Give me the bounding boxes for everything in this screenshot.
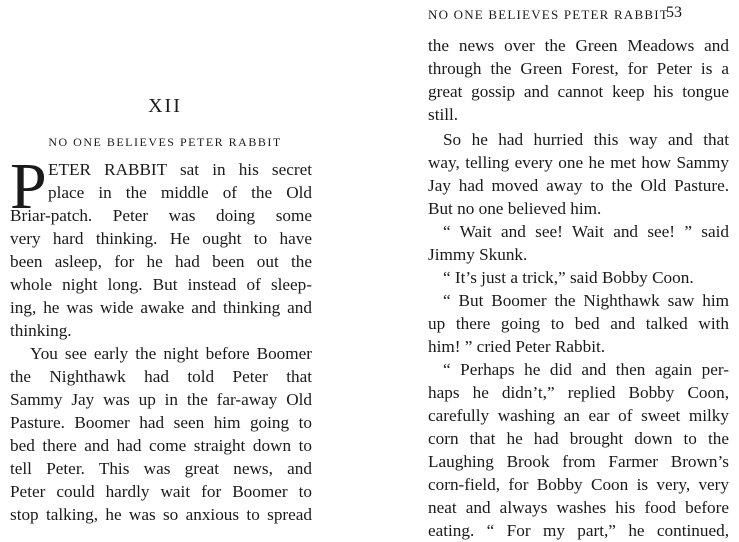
text-line: You see early the night before Boomer [30,344,312,363]
text-line: still. [428,105,459,124]
text-line: tell Peter. This was great news, and [10,459,312,478]
running-head: NO ONE BELIEVES PETER RABBIT [428,7,669,22]
text-line: whole night long. But instead of sleep- [10,275,312,294]
text-line: ETER RABBIT sat in his secret [48,160,312,179]
text-line: him! ” cried Peter Rabbit. [428,337,606,356]
text-line: been asleep, for he had been out the [10,252,312,271]
chapter-number: XII [148,95,182,117]
text-line: neat and always washes his food before [428,498,729,517]
text-line: stop talking, he was so anxious to spread [10,505,312,524]
text-line: ing, he was wide awake and thinking and [10,298,312,317]
text-line: corn-field, for Bobby Coon is very, very [428,475,729,494]
text-line: Jay had moved away to the Old Pasture. [428,176,729,195]
text-line: corn that he had brought down to the [428,429,729,448]
text-line: very hard thinking. He ought to have [10,229,312,248]
text-line: carefully washing an ear of sweet milky [428,406,729,425]
text-line: Pasture. Boomer had seen him going to [10,413,312,432]
text-line: Peter could hardly wait for Boomer to [10,482,312,501]
text-line: the news over the Green Meadows and [428,36,729,55]
text-line: through the Green Forest, for Peter is a [428,59,729,78]
text-line: way, telling every one he met how Sammy [428,153,729,172]
text-line: eating. “ For my part,” he continued, [428,521,729,540]
text-line: the Nighthawk had told Peter that [10,367,312,386]
text-line: thinking. [10,321,72,340]
text-line: So he had hurried this way and that [443,130,729,149]
text-line: “ But Boomer the Nighthawk saw him [443,291,729,310]
drop-cap: P [10,150,47,223]
text-line: haps he didn’t,” replied Bobby Coon, [428,383,729,402]
page-number: 53 [666,4,682,21]
text-line: up there going to bed and talked with [428,314,729,333]
text-line: “ Perhaps he did and then again per- [443,360,729,379]
text-line: bed there and had come straight down to [10,436,312,455]
text-line: place in the middle of the Old [48,183,312,202]
text-line: But no one believed him. [428,199,602,218]
text-line: great gossip and cannot keep his tongue [428,82,729,101]
text-line: “ Wait and see! Wait and see! ” said [443,222,729,241]
text-line: Sammy Jay was up in the far-away Old [10,390,312,409]
text-line: “ It’s just a trick,” said Bobby Coon. [443,268,694,287]
text-line: Briar-patch. Peter was doing some [10,206,312,225]
text-line: Jimmy Skunk. [428,245,528,264]
text-line: Laughing Brook from Farmer Brown’s [428,452,729,471]
chapter-title: NO ONE BELIEVES PETER RABBIT [48,135,282,149]
